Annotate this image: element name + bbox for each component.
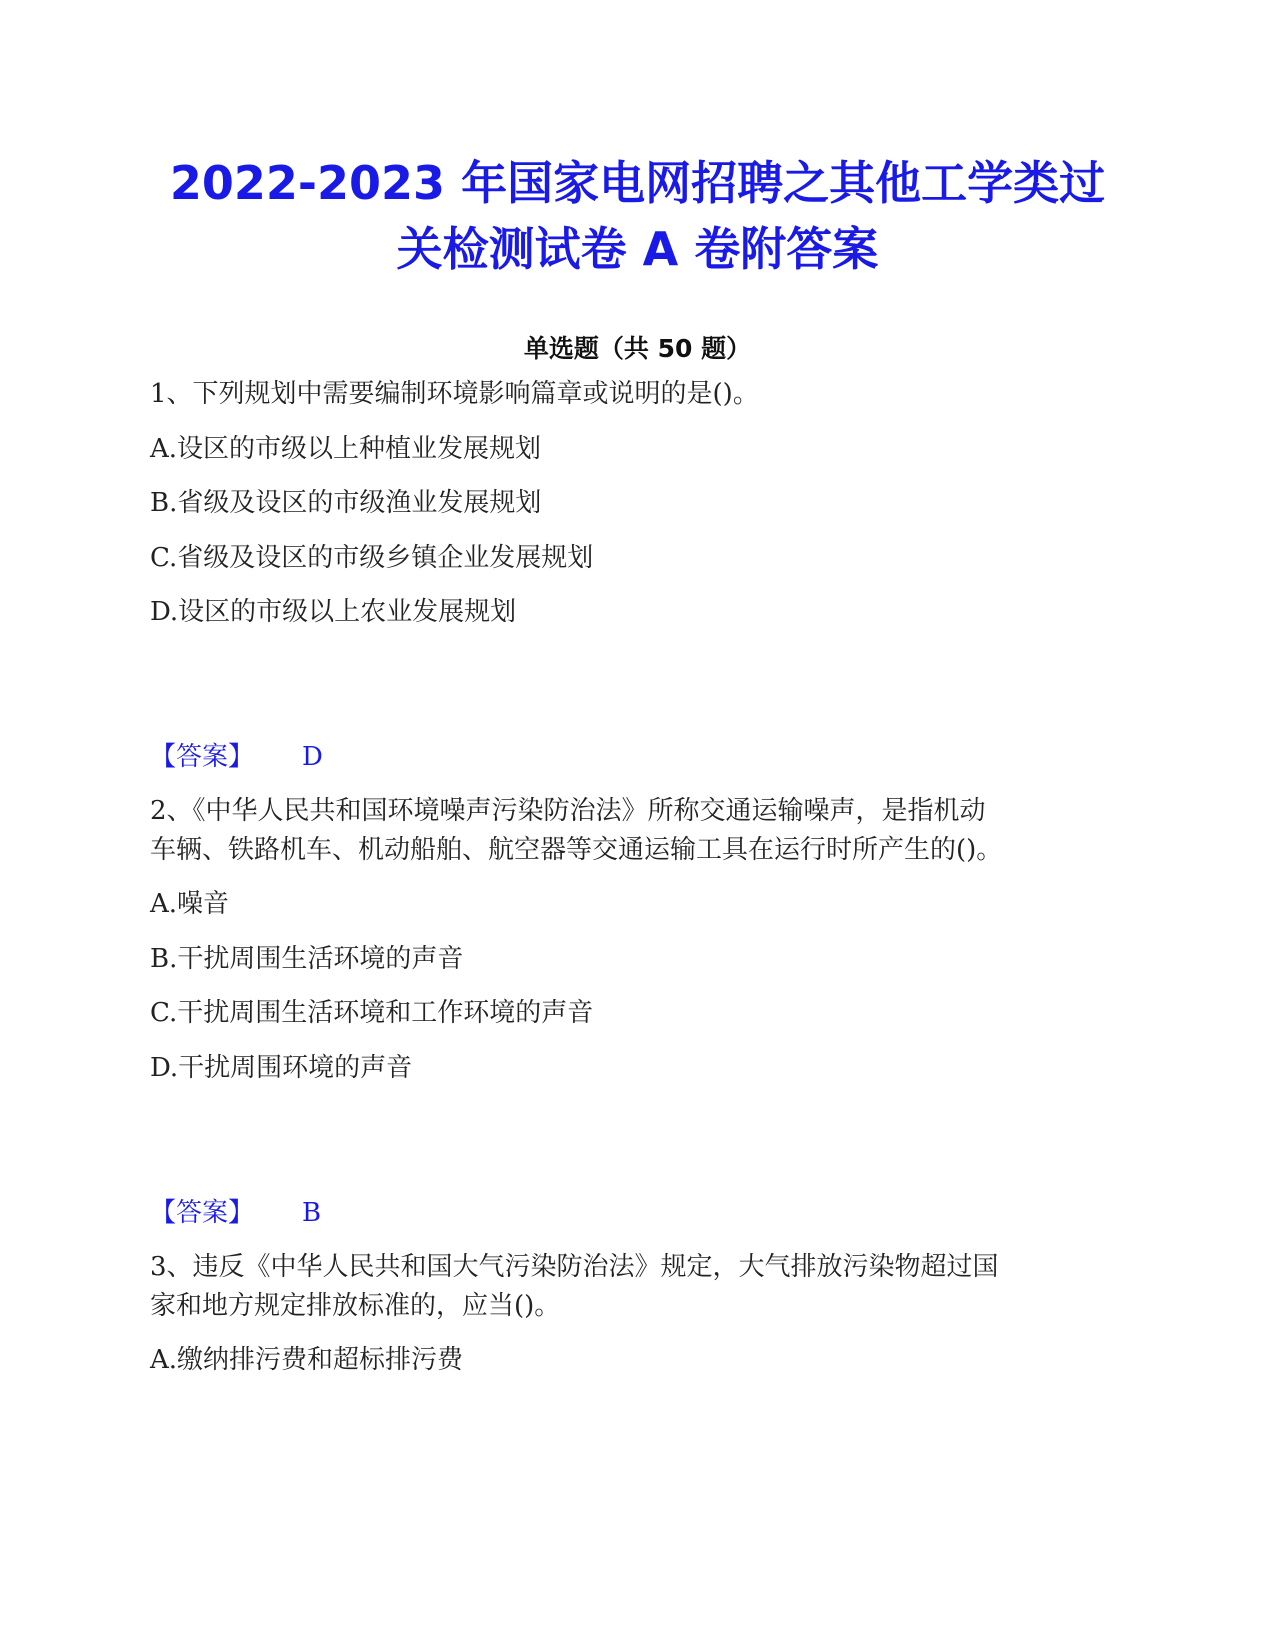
question-2-option-a: A.噪音 xyxy=(150,889,230,919)
question-2-answer xyxy=(150,1195,321,1231)
question-1-stem: 1、下列规划中需要编制环境影响篇章或说明的是()。 xyxy=(150,379,759,409)
title-line-2: 关检测试卷 A 卷附答案 xyxy=(396,222,879,276)
answer-label: 【答案】 xyxy=(150,742,255,772)
answer-value: D xyxy=(302,742,323,772)
question-2-stem-line-1: 2、《中华人民共和国环境噪声污染防治法》所称交通运输噪声，是指机动 xyxy=(150,796,986,826)
answer-label: 【答案】 xyxy=(150,1198,255,1228)
question-3-stem-line-2: 家和地方规定排放标准的，应当()。 xyxy=(150,1291,561,1321)
question-1-option-d: D.设区的市级以上农业发展规划 xyxy=(150,597,517,627)
question-1-option-a: A.设区的市级以上种植业发展规划 xyxy=(150,434,542,464)
question-1-option-b: B.省级及设区的市级渔业发展规划 xyxy=(150,488,542,518)
question-1-option-c: C.省级及设区的市级乡镇企业发展规划 xyxy=(150,543,594,573)
question-2-option-d: D.干扰周围环境的声音 xyxy=(150,1053,413,1083)
answer-value: B xyxy=(302,1198,322,1228)
question-1-answer xyxy=(150,739,323,775)
question-2-stem-line-2: 车辆、铁路机车、机动船舶、航空器等交通运输工具在运行时所产生的()。 xyxy=(150,835,1003,865)
section-heading: 单选题（共 50 题） xyxy=(523,334,752,363)
question-3-stem-line-1: 3、违反《中华人民共和国大气污染防治法》规定，大气排放污染物超过国 xyxy=(150,1252,999,1282)
question-2-option-b: B.干扰周围生活环境的声音 xyxy=(150,944,464,974)
question-3-option-a: A.缴纳排污费和超标排污费 xyxy=(150,1345,464,1375)
title-line-1: 2022-2023 年国家电网招聘之其他工学类过 xyxy=(169,156,1106,210)
question-2-option-c: C.干扰周围生活环境和工作环境的声音 xyxy=(150,998,594,1028)
